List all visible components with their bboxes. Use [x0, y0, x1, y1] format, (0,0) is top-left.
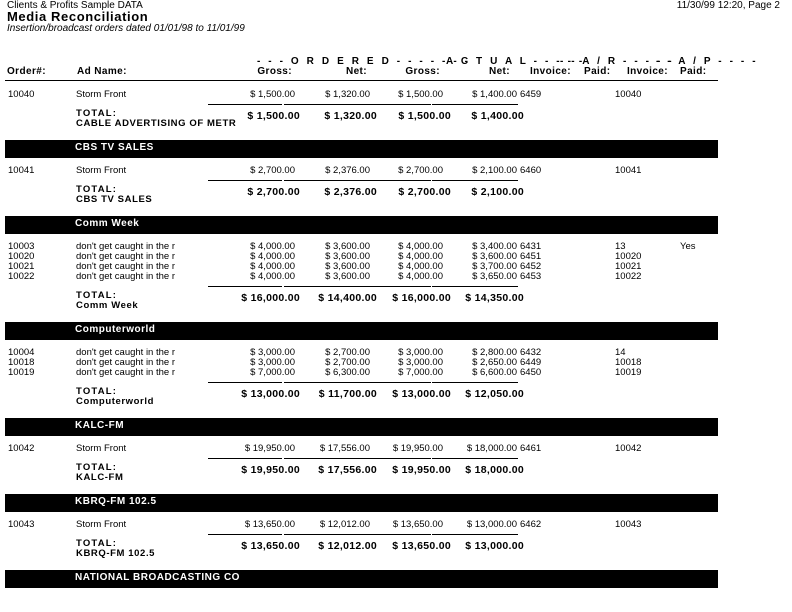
- subtotal-rule: [284, 382, 358, 383]
- row-net: $ 3,600.00: [325, 251, 370, 262]
- row-agross: $ 1,500.00: [398, 89, 443, 100]
- ar-group-header: - - A / R - - - - -: [560, 56, 675, 67]
- row-ar-inv: 6460: [520, 165, 542, 176]
- row-agross: $ 3,000.00: [398, 357, 443, 368]
- ar-invoice-header: Invoice:: [530, 66, 571, 77]
- subtotal-rule: [432, 286, 518, 287]
- row-anet: $ 1,400.00: [472, 89, 517, 100]
- total-label: TOTAL:: [76, 538, 118, 549]
- row-ad: don't get caught in the r: [76, 367, 175, 378]
- row-gross: $ 2,700.00: [250, 165, 295, 176]
- row-order: 10022: [8, 271, 35, 282]
- row-ar-inv: 6431: [520, 241, 542, 252]
- row-anet: $ 18,000.00: [466, 443, 517, 454]
- vendor-header-bar: [5, 494, 718, 512]
- row-agross: $ 7,000.00: [398, 367, 443, 378]
- row-gross: $ 3,000.00: [250, 357, 295, 368]
- row-anet: $ 13,000.00: [466, 519, 517, 530]
- row-agross: $ 13,650.00: [392, 519, 443, 530]
- subtotal-rule: [284, 286, 358, 287]
- row-gross: $ 19,950.00: [244, 443, 295, 454]
- row-agross: $ 3,000.00: [398, 347, 443, 358]
- subtotal-rule: [284, 104, 358, 105]
- total-label: TOTAL:: [76, 290, 118, 301]
- vendor-name: Computerworld: [75, 324, 156, 335]
- ordered-gross-header: Gross:: [257, 66, 292, 77]
- row-ap-inv: 10019: [615, 367, 642, 378]
- row-ad: Storm Front: [76, 165, 127, 176]
- subtotal-rule: [284, 534, 358, 535]
- row-net: $ 2,700.00: [325, 347, 370, 358]
- total-vendor-name: Computerworld: [76, 396, 154, 407]
- subtotal-rule: [432, 534, 518, 535]
- subtotal-rule: [208, 382, 282, 383]
- row-order: 10041: [8, 165, 35, 176]
- row-ad: Storm Front: [76, 519, 127, 530]
- row-ap-inv: 10021: [615, 261, 642, 272]
- row-ap-inv: 10043: [615, 519, 642, 530]
- row-ar-inv: 6461: [520, 443, 542, 454]
- total-vendor-name: CBS TV SALES: [76, 194, 153, 205]
- actual-group-header: A C T U A L - - - - -: [446, 56, 585, 67]
- total-vendor-name: KBRQ-FM 102.5: [76, 548, 156, 559]
- row-ad: don't get caught in the r: [76, 271, 175, 282]
- subtotal-rule: [432, 382, 518, 383]
- vendor-header-bar: [5, 570, 718, 588]
- row-net: $ 2,376.00: [325, 165, 370, 176]
- row-gross: $ 1,500.00: [250, 89, 295, 100]
- total-anet: $ 13,000.00: [465, 540, 524, 552]
- row-ar-inv: 6459: [520, 89, 542, 100]
- total-vendor-name: Comm Week: [76, 300, 139, 311]
- row-gross: $ 7,000.00: [250, 367, 295, 378]
- row-net: $ 17,556.00: [319, 443, 370, 454]
- row-net: $ 6,300.00: [325, 367, 370, 378]
- subtotal-rule: [208, 286, 282, 287]
- total-agross: $ 19,950.00: [392, 464, 451, 476]
- row-ad: don't get caught in the r: [76, 241, 175, 252]
- row-ap-inv: 10018: [615, 357, 642, 368]
- total-anet: $ 12,050.00: [465, 388, 524, 400]
- total-vendor-name: KALC-FM: [76, 472, 124, 483]
- subtotal-rule: [432, 180, 518, 181]
- subtotal-rule: [357, 534, 431, 535]
- row-order: 10040: [8, 89, 35, 100]
- row-order: 10018: [8, 357, 35, 368]
- total-anet: $ 1,400.00: [471, 110, 524, 122]
- order-number-header: Order#:: [7, 66, 46, 77]
- row-ar-inv: 6432: [520, 347, 542, 358]
- row-ar-inv: 6452: [520, 261, 542, 272]
- row-ap-inv: 13: [615, 241, 626, 252]
- row-gross: $ 4,000.00: [250, 251, 295, 262]
- ordered-net-header: Net:: [345, 66, 367, 77]
- row-agross: $ 4,000.00: [398, 261, 443, 272]
- vendor-name: CBS TV SALES: [75, 142, 154, 153]
- row-order: 10003: [8, 241, 35, 252]
- row-order: 10004: [8, 347, 35, 358]
- vendor-name: NATIONAL BROADCASTING CO: [75, 572, 240, 583]
- row-net: $ 1,320.00: [325, 89, 370, 100]
- row-anet: $ 2,650.00: [472, 357, 517, 368]
- row-net: $ 3,600.00: [325, 271, 370, 282]
- row-agross: $ 2,700.00: [398, 165, 443, 176]
- row-agross: $ 4,000.00: [398, 251, 443, 262]
- vendor-header-bar: [5, 418, 718, 436]
- row-order: 10020: [8, 251, 35, 262]
- vendor-header-bar: [5, 140, 718, 158]
- subtotal-rule: [357, 286, 431, 287]
- vendor-header-bar: [5, 216, 718, 234]
- subtotal-rule: [208, 180, 282, 181]
- vendor-name: Comm Week: [75, 218, 140, 229]
- total-label: TOTAL:: [76, 386, 118, 397]
- total-agross: $ 13,650.00: [392, 540, 451, 552]
- row-gross: $ 3,000.00: [250, 347, 295, 358]
- row-ad: Storm Front: [76, 443, 127, 454]
- total-label: TOTAL:: [76, 184, 118, 195]
- row-ar-inv: 6449: [520, 357, 542, 368]
- total-label: TOTAL:: [76, 108, 118, 119]
- row-order: 10042: [8, 443, 35, 454]
- row-net: $ 3,600.00: [325, 261, 370, 272]
- row-ar-inv: 6451: [520, 251, 542, 262]
- row-ap-inv: 10022: [615, 271, 642, 282]
- total-gross: $ 1,500.00: [247, 110, 300, 122]
- total-agross: $ 2,700.00: [398, 186, 451, 198]
- row-ad: don't get caught in the r: [76, 261, 175, 272]
- total-agross: $ 1,500.00: [398, 110, 451, 122]
- vendor-header-bar: [5, 322, 718, 340]
- ap-group-header: - - A / P - - - -: [656, 56, 759, 67]
- total-anet: $ 18,000.00: [465, 464, 524, 476]
- report-timestamp: 11/30/99 12:20, Page 2: [676, 0, 780, 11]
- row-gross: $ 13,650.00: [244, 519, 295, 530]
- row-anet: $ 6,600.00: [472, 367, 517, 378]
- total-anet: $ 14,350.00: [465, 292, 524, 304]
- total-net: $ 17,556.00: [318, 464, 377, 476]
- row-order: 10019: [8, 367, 35, 378]
- row-agross: $ 4,000.00: [398, 241, 443, 252]
- row-order: 10043: [8, 519, 35, 530]
- row-anet: $ 3,700.00: [472, 261, 517, 272]
- subtotal-rule: [357, 382, 431, 383]
- total-label: TOTAL:: [76, 462, 118, 473]
- vendor-name: KBRQ-FM 102.5: [75, 496, 157, 507]
- total-anet: $ 2,100.00: [471, 186, 524, 198]
- row-net: $ 2,700.00: [325, 357, 370, 368]
- actual-net-header: Net:: [488, 66, 510, 77]
- total-net: $ 11,700.00: [318, 388, 377, 400]
- row-agross: $ 4,000.00: [398, 271, 443, 282]
- row-anet: $ 3,600.00: [472, 251, 517, 262]
- total-gross: $ 16,000.00: [241, 292, 300, 304]
- row-order: 10021: [8, 261, 35, 272]
- ap-paid-header: Paid:: [680, 66, 707, 77]
- subtotal-rule: [357, 104, 431, 105]
- vendor-name: KALC-FM: [75, 420, 125, 431]
- actual-gross-header: Gross:: [405, 66, 440, 77]
- subtotal-rule: [432, 104, 518, 105]
- subtotal-rule: [208, 104, 282, 105]
- row-ap-inv: 14: [615, 347, 626, 358]
- row-gross: $ 4,000.00: [250, 241, 295, 252]
- total-net: $ 1,320.00: [324, 110, 377, 122]
- total-net: $ 2,376.00: [324, 186, 377, 198]
- subtotal-rule: [357, 180, 431, 181]
- row-ad: don't get caught in the r: [76, 347, 175, 358]
- row-anet: $ 3,650.00: [472, 271, 517, 282]
- subtotal-rule: [284, 180, 358, 181]
- subtotal-rule: [284, 458, 358, 459]
- total-gross: $ 13,650.00: [241, 540, 300, 552]
- row-ap-inv: 10020: [615, 251, 642, 262]
- row-ap-inv: 10041: [615, 165, 642, 176]
- row-agross: $ 19,950.00: [392, 443, 443, 454]
- row-ar-inv: 6450: [520, 367, 542, 378]
- total-agross: $ 16,000.00: [392, 292, 451, 304]
- total-gross: $ 2,700.00: [247, 186, 300, 198]
- ap-invoice-header: Invoice:: [627, 66, 668, 77]
- total-net: $ 12,012.00: [318, 540, 377, 552]
- row-anet: $ 2,800.00: [472, 347, 517, 358]
- ordered-group-header: - - - O R D E R E D - - - - - - -: [257, 56, 471, 67]
- subtotal-rule: [432, 458, 518, 459]
- row-ar-inv: 6462: [520, 519, 542, 530]
- total-agross: $ 13,000.00: [392, 388, 451, 400]
- row-ad: Storm Front: [76, 89, 127, 100]
- company-name: Clients & Profits Sample DATA: [7, 0, 143, 11]
- row-anet: $ 3,400.00: [472, 241, 517, 252]
- row-paid: Yes: [680, 241, 696, 252]
- report-title: Media Reconciliation: [7, 9, 149, 24]
- row-ar-inv: 6453: [520, 271, 542, 282]
- total-vendor-name: CABLE ADVERTISING OF METR: [76, 118, 237, 129]
- total-gross: $ 13,000.00: [241, 388, 300, 400]
- row-ad: don't get caught in the r: [76, 251, 175, 262]
- ad-name-header: Ad Name:: [77, 66, 127, 77]
- total-net: $ 14,400.00: [318, 292, 377, 304]
- subtotal-rule: [208, 458, 282, 459]
- total-gross: $ 19,950.00: [241, 464, 300, 476]
- row-anet: $ 2,100.00: [472, 165, 517, 176]
- row-net: $ 3,600.00: [325, 241, 370, 252]
- row-gross: $ 4,000.00: [250, 261, 295, 272]
- report-subtitle: Insertion/broadcast orders dated 01/01/98 to 11/01/99: [7, 23, 245, 34]
- row-ap-inv: 10042: [615, 443, 642, 454]
- row-net: $ 12,012.00: [319, 519, 370, 530]
- subtotal-rule: [208, 534, 282, 535]
- subtotal-rule: [357, 458, 431, 459]
- ar-paid-header: Paid:: [584, 66, 611, 77]
- row-gross: $ 4,000.00: [250, 271, 295, 282]
- header-rule: [5, 80, 718, 81]
- row-ap-inv: 10040: [615, 89, 642, 100]
- row-ad: don't get caught in the r: [76, 357, 175, 368]
